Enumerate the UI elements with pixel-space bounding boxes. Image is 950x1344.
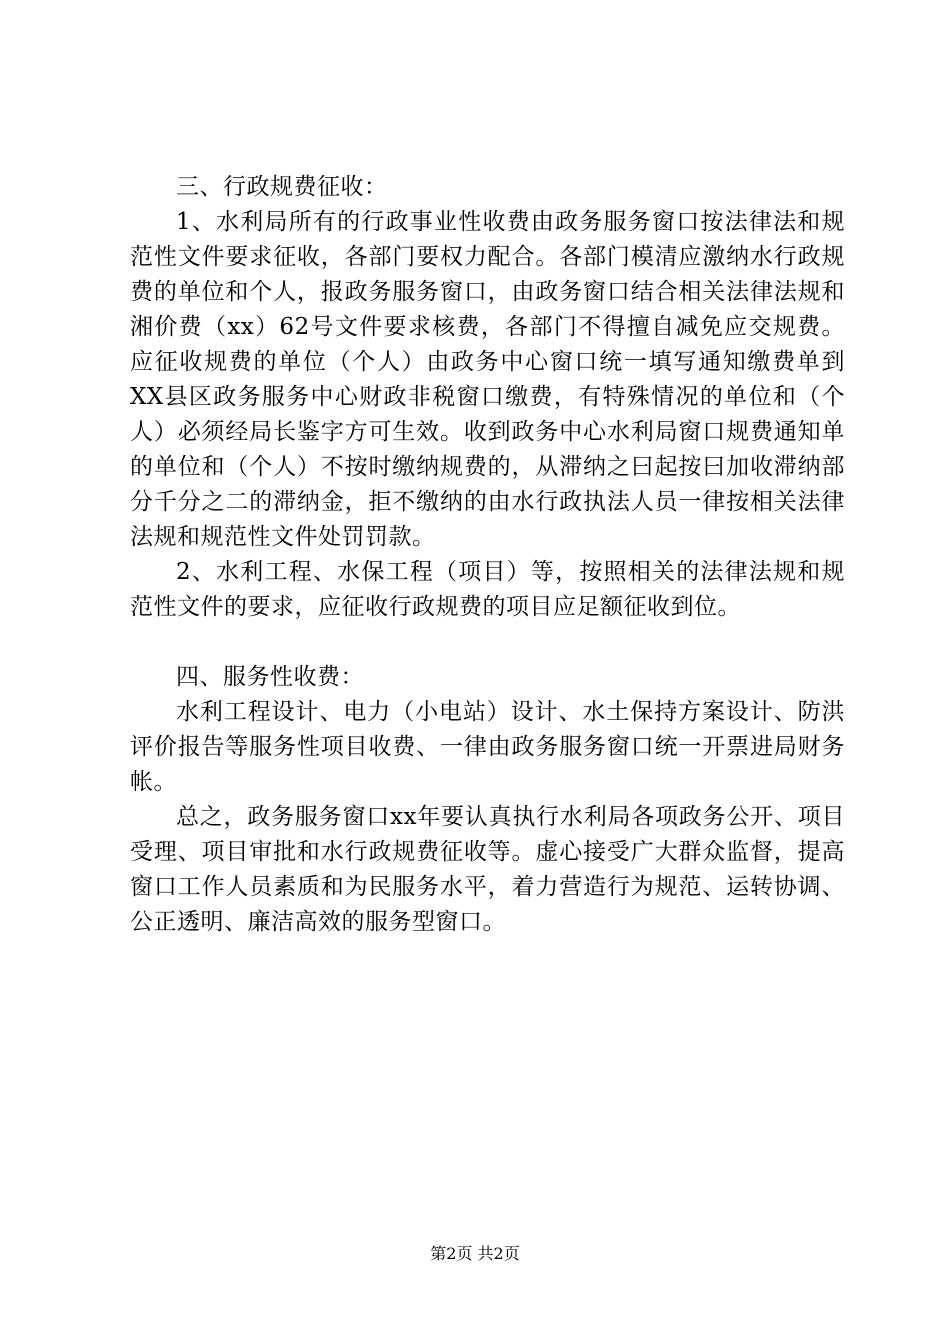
section-4-heading: 四、服务性收费： xyxy=(176,664,364,690)
section-3-heading: 三、行政规费征收： xyxy=(176,174,388,200)
page-number-footer: 第2页 共2页 xyxy=(430,1244,520,1263)
section-3-paragraph-1: 1、水利局所有的行政事业性收费由政务服务窗口按法律法和规范性文件要求征收，各部门要权力配合。各部门模清应激纳水行政规费的单位和个人，报政务服务窗口，由政务窗口结合相关法律法规和湘价费（xx）62号文件要求核费，各部门不得擅自减免应交规费。应征收规费的单位（个人）由政务中心窗口统一填写通知缴费单到XX县区政务服务中心财政非税窗口缴费，有特殊情况的单位和（个人）必须经局长鉴字方可生效。收到政务中心水利局窗口规费通知单的单位和（个人）不按时缴纳规费的，从滞纳之曰起按曰加收滞纳部分千分之二的滞纳金，拒不缴纳的由水行政执法人员一律按相关法律法规和规范性文件处罚罚款。 xyxy=(130,209,845,550)
section-spacer xyxy=(130,625,845,660)
section-3-paragraph-2: 2、水利工程、水保工程（项目）等，按照相关的法律法规和规范性文件的要求，应征收行政规费的项目应足额征收到位。 xyxy=(130,559,845,620)
section-4-paragraph-1: 水利工程设计、电力（小电站）设计、水土保持方案设计、防洪评价报告等服务性项目收费、一律由政务服务窗口统一开票进局财务帐。 xyxy=(130,699,845,795)
document-body xyxy=(130,170,845,940)
conclusion-paragraph: 总之，政务服务窗口xx年要认真执行水利局各项政务公开、项目受理、项目审批和水行政规费征收等。虚心接受广大群众监督，提高窗口工作人员素质和为民服务水平，着力营造行为规范、运转协调、公正透明、廉洁高效的服务型窗口。 xyxy=(130,804,845,935)
